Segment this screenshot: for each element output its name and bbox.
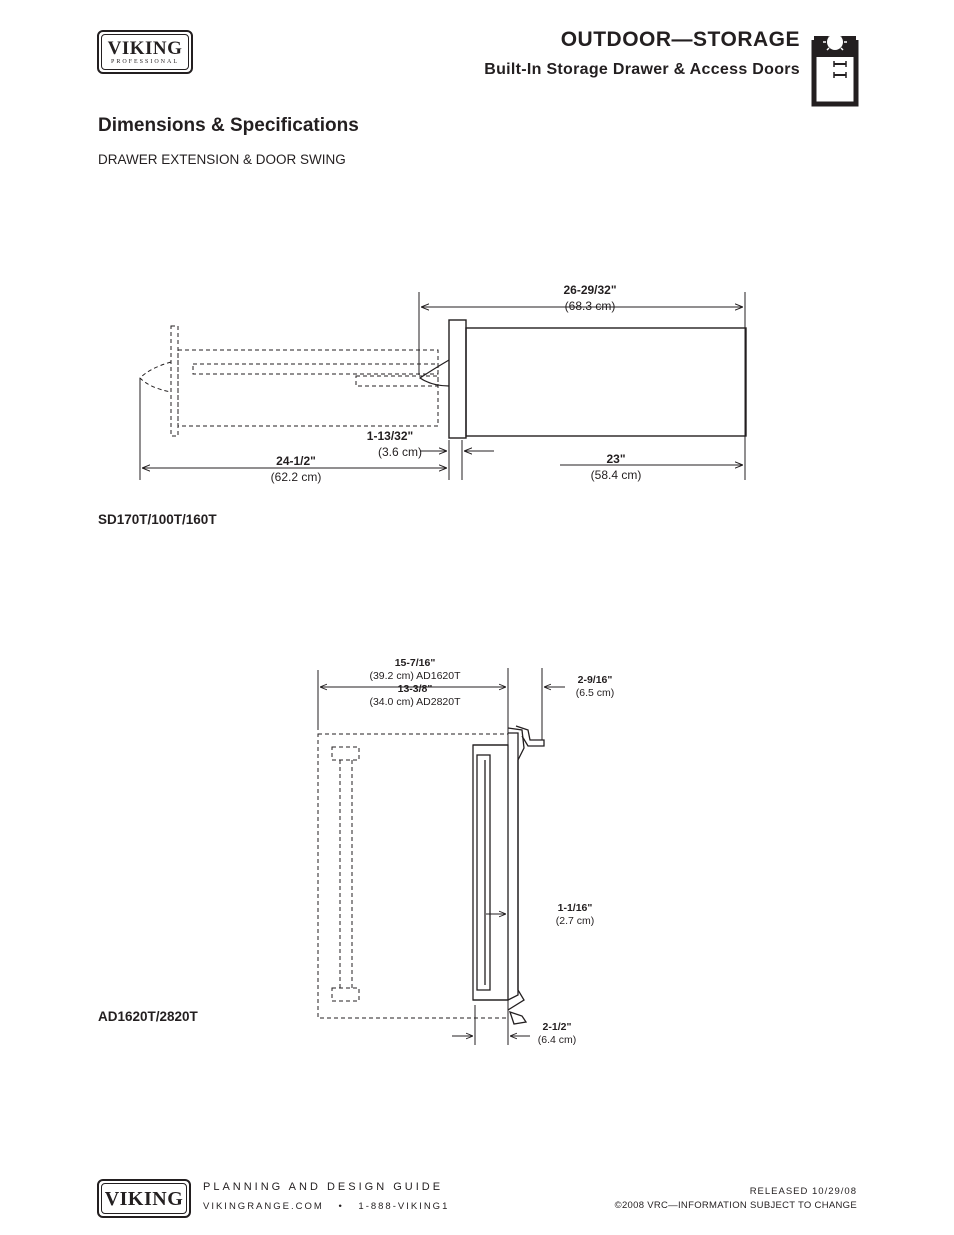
footer-contact [203, 1201, 449, 1212]
dim-swing-a-in: 15-7/16" [394, 657, 436, 669]
dim-mid-cm: (2.7 cm) [555, 915, 595, 927]
dim-bottom-cm: (6.4 cm) [537, 1034, 577, 1046]
footer-guide-title: PLANNING AND DESIGN GUIDE [203, 1181, 444, 1193]
drawer-model-label: SD170T/100T/160T [98, 512, 217, 527]
footer-phone: 1-888-VIKING1 [358, 1201, 450, 1212]
footer-bullet: • [338, 1201, 344, 1212]
dim-extension-in: 24-1/2" [276, 454, 316, 468]
page-subtitle: Built-In Storage Drawer & Access Doors [484, 61, 800, 78]
footer-website[interactable]: VIKINGRANGE.COM [203, 1201, 324, 1212]
footer-released: RELEASED 10/29/08 [749, 1186, 857, 1197]
dim-swing-b-in: 13-3/8" [397, 683, 433, 695]
dim-swing [345, 657, 485, 709]
section-caption: DRAWER EXTENSION & DOOR SWING [98, 152, 346, 167]
door-model-label: AD1620T/2820T [98, 1009, 198, 1024]
dim-front-cm: (3.6 cm) [377, 445, 422, 459]
dim-body-in: 23" [606, 452, 626, 466]
dim-top [560, 674, 630, 700]
dim-mid [540, 902, 610, 928]
dim-mid-in: 1-1/16" [557, 902, 593, 914]
footer-copyright: ©2008 VRC—INFORMATION SUBJECT TO CHANGE [614, 1200, 857, 1211]
dim-total-cm: (68.3 cm) [564, 299, 616, 313]
dim-top-cm: (6.5 cm) [575, 687, 615, 699]
logo-subtitle: PROFESSIONAL [110, 59, 179, 65]
dim-bottom-in: 2-1/2" [542, 1021, 572, 1033]
dim-total-in: 26-29/32" [563, 283, 617, 297]
dim-swing-b-cm: (34.0 cm) AD2820T [369, 696, 461, 708]
logo-wordmark: VIKING [107, 38, 183, 59]
footer-logo-wordmark: VIKING [104, 1187, 184, 1210]
dim-body-cm: (58.4 cm) [590, 468, 642, 482]
dim-front-in: 1-13/32" [366, 429, 414, 443]
footer-viking-logo [97, 1179, 191, 1218]
dim-swing-a-cm: (39.2 cm) AD1620T [369, 670, 461, 682]
section-title: Dimensions & Specifications [98, 115, 359, 136]
dim-top-in: 2-9/16" [577, 674, 613, 686]
dim-bottom [522, 1021, 592, 1047]
page-title: OUTDOOR—STORAGE [560, 28, 800, 51]
dim-extension-cm: (62.2 cm) [270, 470, 322, 484]
